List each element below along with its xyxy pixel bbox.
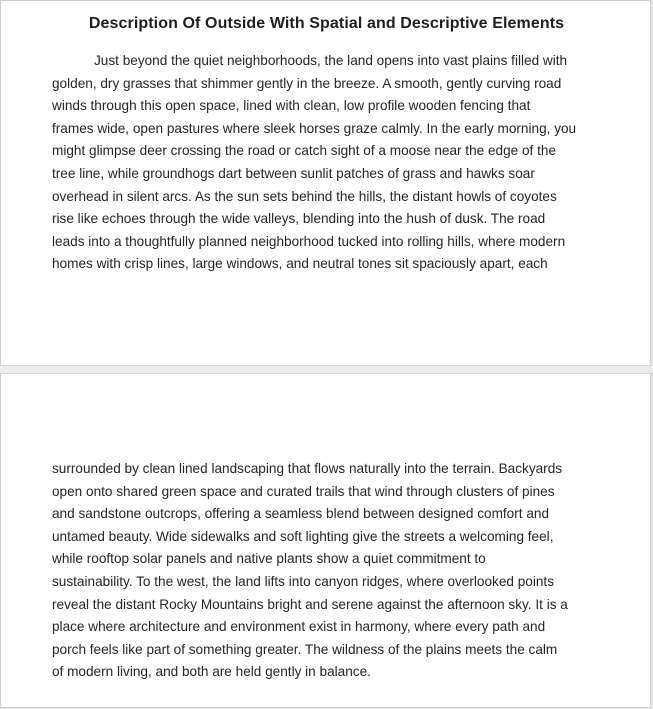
text-line: while rooftop solar panels and native plants show a quiet commitment to	[52, 551, 486, 567]
text-line: Just beyond the quiet neighborhoods, the land opens into vast plains filled with	[94, 53, 568, 68]
text-line: and sandstone outcrops, offering a seamless blend between designed comfort and	[52, 506, 550, 522]
text-line: winds through this open space, lined with clean, low profile wooden fencing that	[52, 98, 531, 114]
text-line: place where architecture and environment exist in harmony, where every path and	[52, 619, 546, 635]
text-line: might glimpse deer crossing the road or catch sight of a moose near the edge of the	[52, 143, 557, 159]
text-line: surrounded by clean lined landscaping that flows naturally into the terrain. Backyards	[52, 461, 563, 476]
document-page-2	[0, 374, 651, 708]
text-line: untamed beauty. Wide sidewalks and soft lighting give the streets a welcoming feel,	[52, 528, 554, 544]
text-line: overhead in silent arcs. As the sun sets behind the hills, the distant howls of coyotes	[52, 188, 557, 204]
document-title: Description Of Outside With Spatial and Descriptive Elements	[88, 15, 565, 32]
text-line: open onto shared green space and curated trails that wind through clusters of pines	[52, 483, 555, 499]
text-line: golden, dry grasses that shimmer gently in the breeze. A smooth, gently curving road	[52, 75, 562, 91]
body-paragraph-page-2	[52, 458, 617, 684]
text-line: tree line, while groundhogs dart between sunlit patches of grass and hawks soar	[52, 165, 535, 181]
text-line: frames wide, open pastures where sleek horses graze calmly. In the early morning, you	[52, 120, 577, 136]
text-line: rise like echoes through the wide valleys, blending into the hush of dusk. The road	[52, 211, 546, 227]
page-break	[0, 365, 653, 374]
text-line: leads into a thoughtfully planned neighborhood tucked into rolling hills, where modern	[52, 233, 566, 249]
text-line: sustainability. To the west, the land lifts into canyon ridges, where overlooked points	[52, 573, 554, 589]
text-line: reveal the distant Rocky Mountains bright and serene against the afternoon sky. It is a	[52, 596, 568, 612]
text-line: of modern living, and both are held gently in balance.	[52, 664, 371, 680]
text-line: homes with crisp lines, large windows, and neutral tones sit spaciously apart, each	[52, 256, 548, 272]
text-line: porch feels like part of something greater. The wildness of the plains meets the calm	[52, 641, 558, 657]
body-paragraph-page-1	[52, 50, 617, 276]
